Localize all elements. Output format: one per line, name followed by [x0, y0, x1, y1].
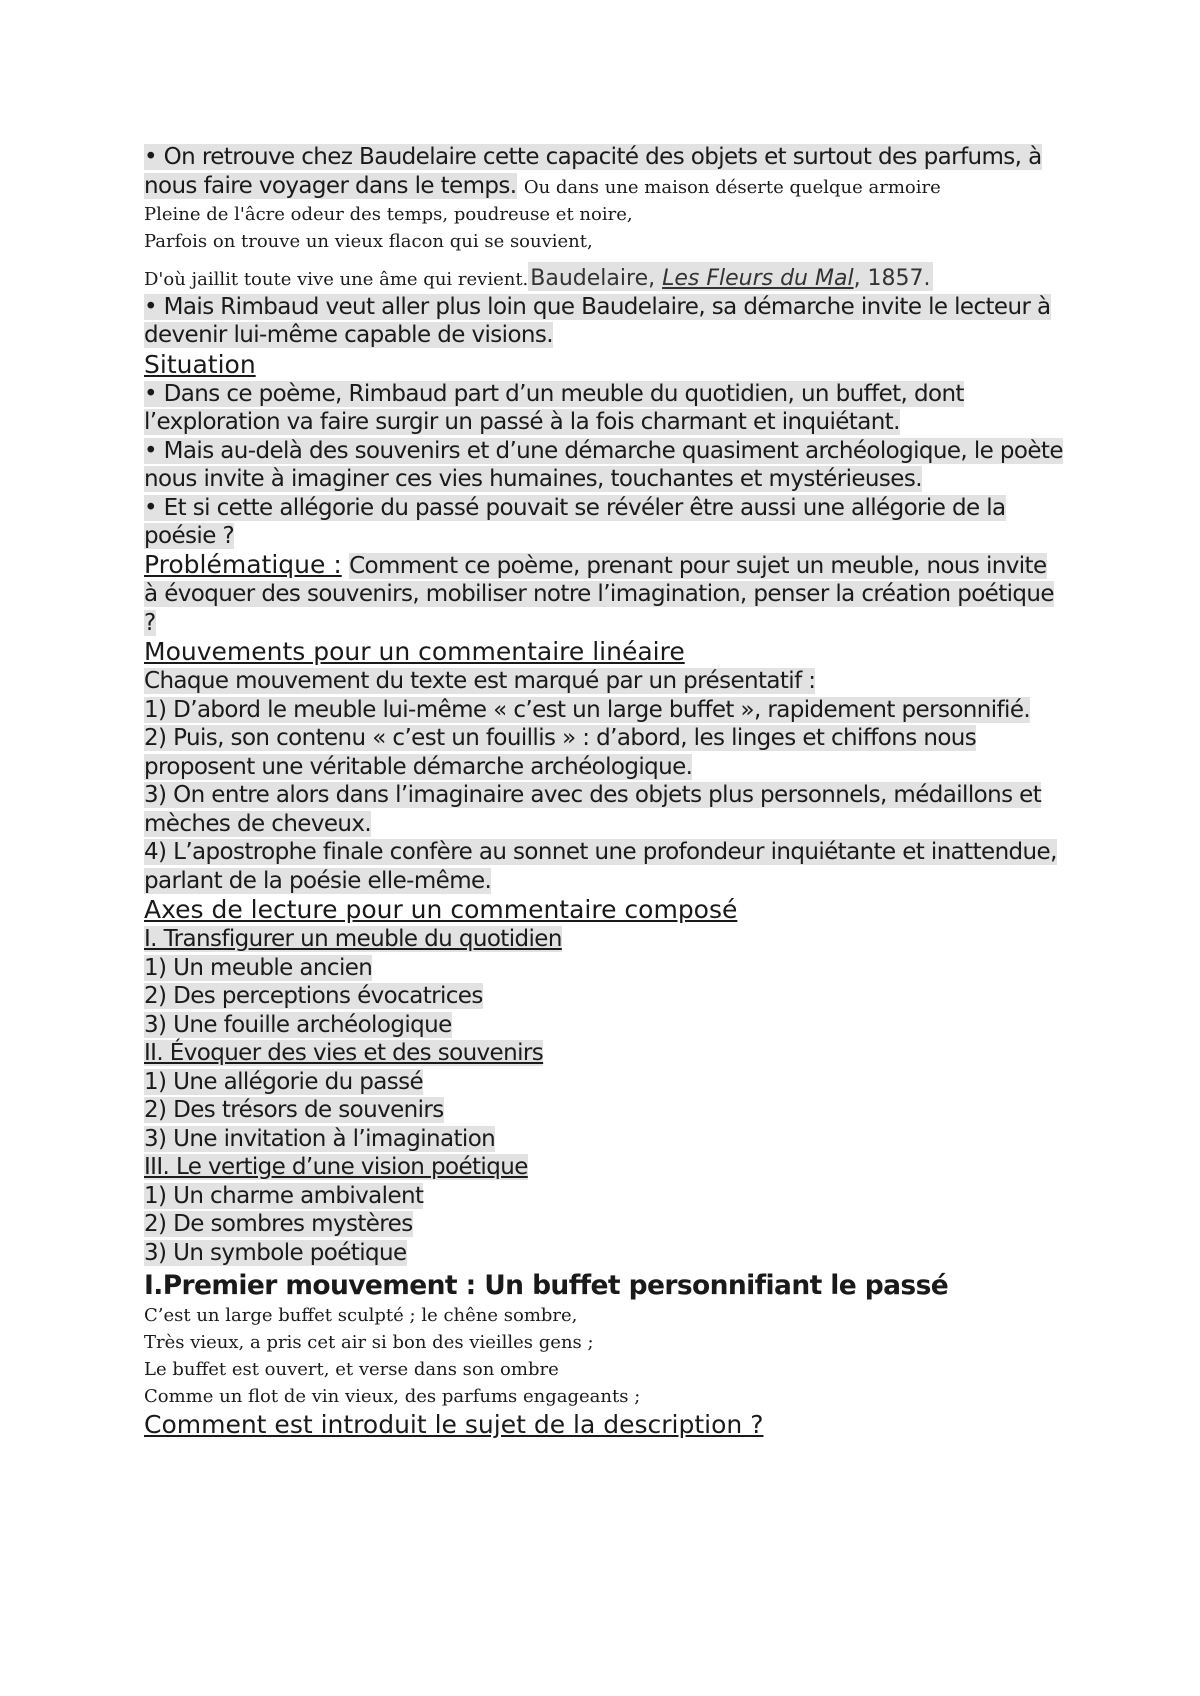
poem-line-4: D'où jaillit toute vive une âme qui revient.	[144, 268, 529, 290]
mouvement-item-paragraph	[144, 781, 1064, 838]
poem-line-3: Parfois on trouve un vieux flacon qui se souvient,	[144, 230, 593, 252]
axe-item: 1) Un meuble ancien	[144, 954, 373, 981]
axe-item: 2) Des trésors de souvenirs	[144, 1097, 444, 1123]
situation-bullet-2-paragraph	[144, 437, 1064, 494]
situation-bullet: • Et si cette allégorie du passé pouvait se révéler être aussi une allégorie de la poésie ?	[144, 494, 1006, 549]
premier-poem-line: Très vieux, a pris cet air si bon des vieilles gens ;	[144, 1332, 594, 1353]
premier-poem-line: C’est un large buffet sculpté ; le chêne sombre,	[144, 1305, 578, 1326]
axes-heading: Axes de lecture pour un commentaire composé	[144, 895, 738, 924]
intro-bullet-2-paragraph	[144, 293, 1064, 350]
problematique-text: Comment ce poème, prenant pour sujet un meuble, nous invite à évoquer des souvenirs, mobiliser notre l’imagination, penser la création poétique ?	[144, 552, 1054, 636]
problematique-paragraph	[144, 551, 1064, 638]
axe-item: 3) Un symbole poétique	[144, 1239, 407, 1266]
situation-bullet: • Mais au-delà des souvenirs et d’une démarche quasiment archéologique, le poète nous invite à imaginer ces vies humaines, touchantes et mystérieuses.	[144, 437, 1063, 492]
axe-part-title: III. Le vertige d’une vision poétique	[144, 1154, 528, 1180]
mouvement-item-paragraph	[144, 696, 1064, 725]
axe-item: 3) Une invitation à l’imagination	[144, 1125, 496, 1152]
document-body	[144, 143, 1064, 1440]
poem-line-2: Pleine de l'âcre odeur des temps, poudreuse et noire,	[144, 203, 633, 225]
situation-bullet-1-paragraph	[144, 380, 1064, 437]
mouvements-intro: Chaque mouvement du texte est marqué par un présentatif :	[144, 668, 816, 694]
mouvement-item-paragraph	[144, 724, 1064, 781]
intro-paragraph	[144, 143, 1064, 201]
axe-item: 2) Des perceptions évocatrices	[144, 983, 483, 1009]
citation	[528, 262, 932, 291]
citation-year: , 1857.	[853, 265, 931, 291]
axe-item: 1) Une allégorie du passé	[144, 1068, 424, 1095]
mouvement-item: 3) On entre alors dans l’imaginaire avec des objets plus personnels, médaillons et mèches de cheveux.	[144, 782, 1042, 837]
mouvements-heading: Mouvements pour un commentaire linéaire	[144, 637, 685, 666]
axe-item: 2) De sombres mystères	[144, 1211, 413, 1237]
axe-part-title: II. Évoquer des vies et des souvenirs	[144, 1040, 544, 1066]
situation-bullet-3-paragraph	[144, 494, 1064, 551]
citation-author: Baudelaire,	[530, 265, 663, 291]
situation-bullet: • Dans ce poème, Rimbaud part d’un meuble du quotidien, un buffet, dont l’exploration va faire surgir un passé à la fois charmant et inquiétant.	[144, 380, 964, 435]
question-heading: Comment est introduit le sujet de la description ?	[144, 1410, 764, 1439]
premier-poem-line: Comme un flot de vin vieux, des parfums engageants ;	[144, 1386, 641, 1407]
mouvement-item: 2) Puis, son contenu « c’est un fouillis » : d’abord, les linges et chiffons nous proposent une véritable démarche archéologique.	[144, 725, 977, 780]
citation-title: Les Fleurs du Mal	[662, 265, 854, 291]
premier-mouvement-heading: I.Premier mouvement : Un buffet personnifiant le passé	[144, 1270, 949, 1301]
axe-item: 3) Une fouille archéologique	[144, 1011, 452, 1038]
poem-line-4-with-citation	[144, 265, 1064, 293]
mouvement-item: 4) L’apostrophe finale confère au sonnet une profondeur inquiétante et inattendue, parlant de la poésie elle-même.	[144, 839, 1057, 894]
intro-bullet-2: • Mais Rimbaud veut aller plus loin que Baudelaire, sa démarche invite le lecteur à devenir lui-même capable de visions.	[144, 293, 1051, 348]
situation-heading: Situation	[144, 349, 256, 379]
mouvement-item: 1) D’abord le meuble lui-même « c’est un large buffet », rapidement personnifié.	[144, 696, 1031, 723]
mouvement-item-paragraph	[144, 838, 1064, 895]
problematique-heading: Problématique :	[144, 549, 342, 579]
mouvements-intro-paragraph	[144, 667, 1064, 696]
poem-inline-line: Ou dans une maison déserte quelque armoire	[523, 176, 941, 198]
axe-item: 1) Un charme ambivalent	[144, 1182, 424, 1209]
premier-poem-line: Le buffet est ouvert, et verse dans son ombre	[144, 1359, 559, 1380]
intro-bullet-1: • On retrouve chez Baudelaire cette capacité des objets et surtout des parfums, à nous faire voyager dans le temps.	[144, 144, 1042, 199]
axe-part-title: I. Transfigurer un meuble du quotidien	[144, 926, 562, 952]
